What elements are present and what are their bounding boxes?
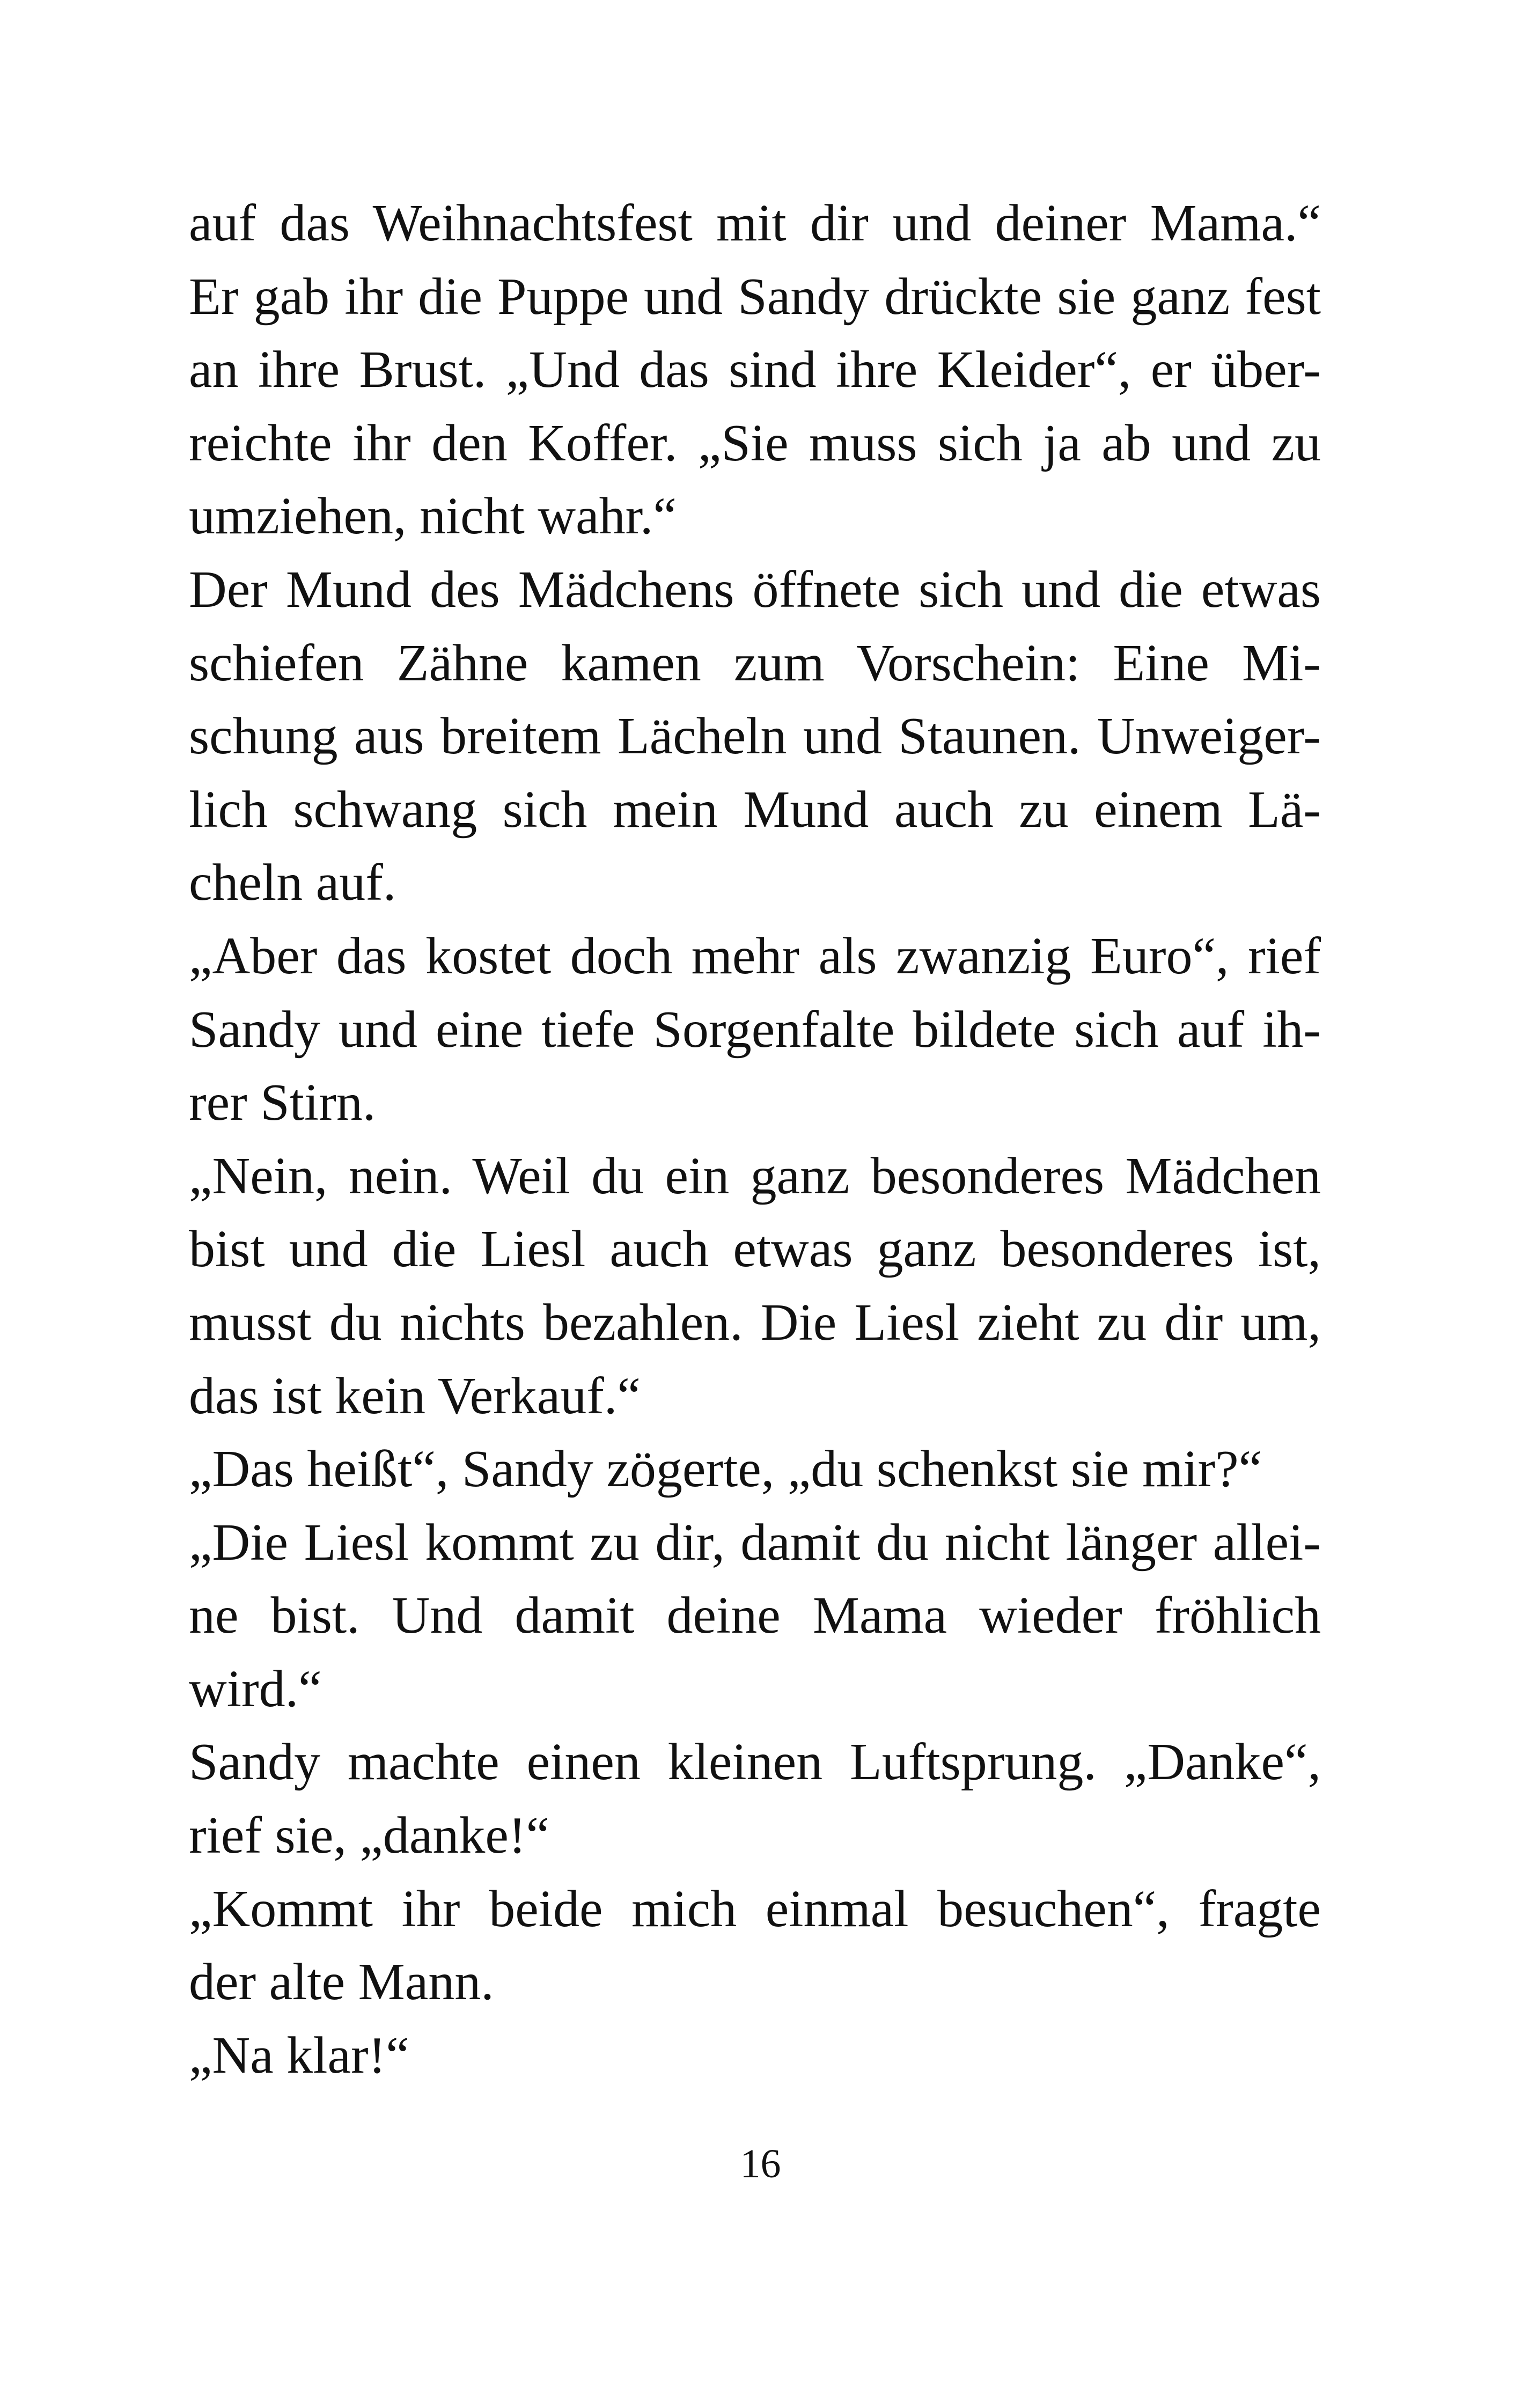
text-line: schung aus breitem Lächeln und Staunen. Unweiger- <box>189 707 1321 766</box>
text-line: „Das heißt“, Sandy zögerte, „du schenkst sie mir?“ <box>189 1440 1262 1499</box>
text-line: „Aber das kostet doch mehr als zwanzig Euro“, rief <box>189 927 1321 985</box>
text-line: bist und die Liesl auch etwas ganz besonderes ist, <box>189 1220 1321 1279</box>
text-line: lich schwang sich mein Mund auch zu einem Lä- <box>189 780 1321 839</box>
text-line: rer Stirn. <box>189 1074 376 1132</box>
text-line: Sandy machte einen kleinen Luftsprung. „Danke“, <box>189 1733 1321 1792</box>
text-line: musst du nichts bezahlen. Die Liesl zieht zu dir um, <box>189 1293 1321 1352</box>
text-line: Er gab ihr die Puppe und Sandy drückte sie ganz fest <box>189 267 1321 326</box>
text-line: Der Mund des Mädchens öffnete sich und die etwas <box>189 560 1321 619</box>
text-line: Sandy und eine tiefe Sorgenfalte bildete sich auf ih- <box>189 1000 1321 1059</box>
text-line: umziehen, nicht wahr.“ <box>189 487 677 546</box>
text-line: „Na klar!“ <box>189 2026 409 2084</box>
text-line: an ihre Brust. „Und das sind ihre Kleider“, er über- <box>189 341 1321 399</box>
text-line: schiefen Zähne kamen zum Vorschein: Eine Mi- <box>189 634 1321 692</box>
text-line: „Die Liesl kommt zu dir, damit du nicht länger allei- <box>189 1513 1321 1572</box>
text-line: auf das Weihnachtsfest mit dir und deiner Mama.“ <box>189 194 1321 252</box>
body-text <box>189 187 1321 2092</box>
text-line: rief sie, „danke!“ <box>189 1807 549 1865</box>
text-line: der alte Mann. <box>189 1953 494 2011</box>
text-line: das ist kein Verkauf.“ <box>189 1367 641 1425</box>
text-line: „Kommt ihr beide mich einmal besuchen“, fragte <box>189 1880 1321 1938</box>
page-number: 16 <box>740 2141 781 2186</box>
text-line: reichte ihr den Koffer. „Sie muss sich ja ab und zu <box>189 414 1321 472</box>
text-line: ne bist. Und damit deine Mama wieder fröhlich <box>189 1587 1321 1645</box>
text-line: cheln auf. <box>189 854 396 912</box>
text-line: „Nein, nein. Weil du ein ganz besonderes Mädchen <box>189 1147 1321 1205</box>
text-line: wird.“ <box>189 1660 322 1718</box>
